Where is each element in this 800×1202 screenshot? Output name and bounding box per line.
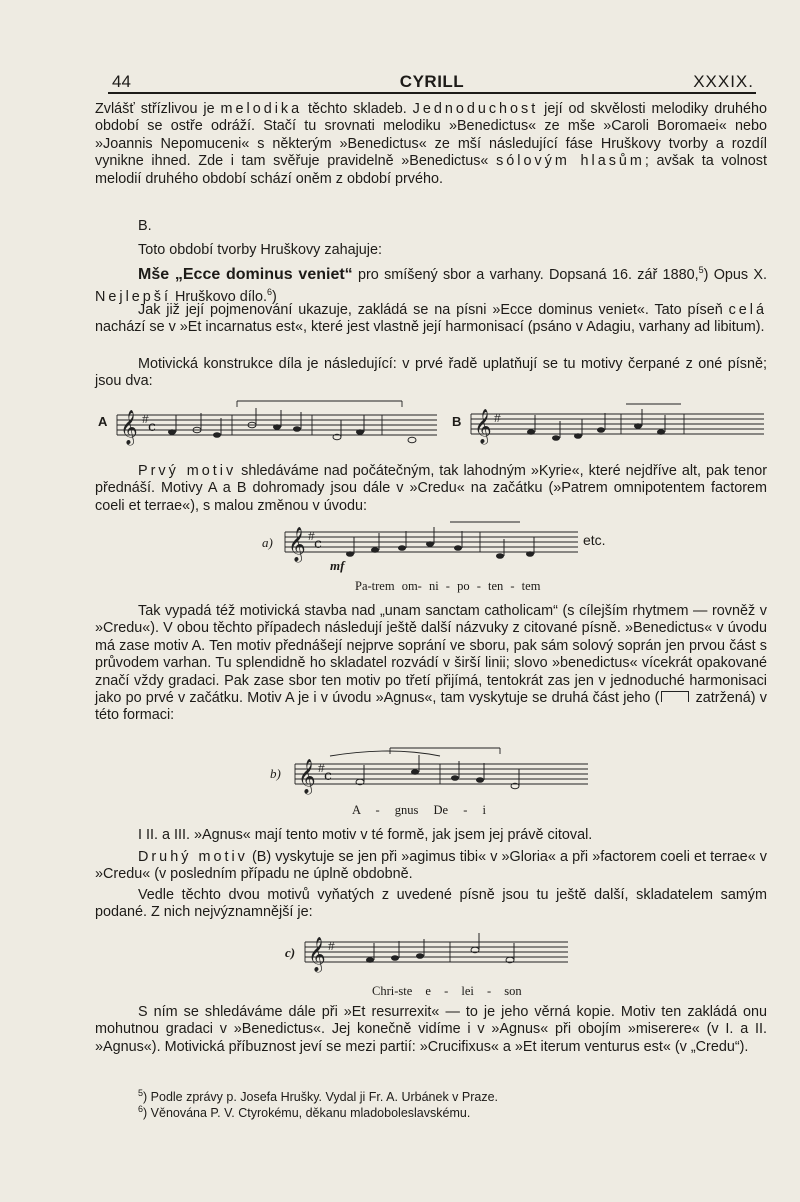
footnote-ref: 6 [266,287,272,298]
text: těchto skladeb. [302,101,413,117]
spaced-text: Prvý motiv [138,463,237,479]
mass-title: Mše „Ecce dominus veniet“ [138,265,353,283]
text: Hruškovo dílo. [171,289,267,305]
example-label-c-small: c) [285,945,296,960]
music-example-agnus [290,742,590,800]
svg-text:𝄞: 𝄞 [288,527,306,562]
svg-text:#: # [318,761,325,775]
svg-text:c: c [314,536,322,552]
footnote-6 [138,1102,470,1121]
text: nachází se v »Et incarnatus est«, které jest vlastně její harmonisací (psáno v Adagiu, varhany ad libitum). [95,319,765,336]
svg-text:𝄞: 𝄞 [308,937,326,972]
spaced-text: celá [728,302,767,318]
text: shledáváme nad počátečným, tak lahodným »Kyrie«, které nejdříve alt, pak tenor přednáší. Motivy A a B dohromady jsou dále v »Credu« na začátku (»Patrem omnipotentem factorem coeli et terrae«), s malou změnou v úvodu: [95,463,767,514]
mass-title-paragraph [95,262,767,306]
dynamic-mf: mf [330,558,345,573]
spaced-text: Jednoduchost [412,101,539,117]
section-heading: B. [138,218,152,234]
svg-text:#: # [308,529,315,543]
svg-text:c: c [324,768,332,784]
lyrics-agnus: A - gnus De - i [352,803,486,817]
music-example-patrem [280,518,580,576]
paragraph-agnus-motiv: I II. a III. »Agnus« mají tento motiv v té formě, jak jsem jej právě citoval. [138,827,593,843]
intro-line: Toto období tvorby Hruškovy zahajuje: [138,242,382,258]
text: (B) vyskytuje se jen při »agimus tibi« v »Gloria« a při »factorem coeli et terrae« v »Credu« (v posledním případu ne úplně obdobně. [95,849,767,883]
spaced-text: sólovým hlasům [496,153,645,170]
page-number: 44 [112,72,131,91]
footnote-ref: 5 [698,265,704,275]
text: pro smíšený sbor a varhany. Dopsaná 16. zář 1880, [352,266,699,283]
spaced-text: Nejlepší [95,289,171,305]
svg-text:c: c [148,419,156,435]
paragraph-motivicka: Motivická konstrukce díla je následující: v prvé řadě uplatňují se tu motivy čerpané z oné písně; jsou dva: [95,356,767,390]
running-title: CYRILL [399,72,465,91]
footnote-mark: 6 [138,1104,144,1114]
music-example-christe [300,928,570,980]
footnote-text: ) Podle zprávy p. Josefa Hrušky. Vydal ji Fr. A. Urbánek v Praze. [143,1090,499,1105]
etc-label: etc. [583,532,606,548]
footnote-text: ) Věnována P. V. Ctyrokému, děkanu mladoboleslavskému. [143,1106,471,1121]
text: ) [272,289,277,305]
page-header [108,70,756,94]
footnote-mark: 5 [138,1088,144,1098]
paragraph-unam-sanctam [95,603,767,725]
volume-number: XXXIX. [693,72,754,91]
paragraph-pojmenovani [95,302,767,337]
svg-text:#: # [142,412,149,426]
svg-text:#: # [328,939,335,953]
bracket-symbol [661,691,689,702]
text: její od skvělosti melodiky druhého období se ostře odráží. Stačí tu srovnati melodiku »Benedictus« ze mše »Caroli Boromaei« nebo »Joannis Nepomuceni« s některým »Benedictus« ze mší následující fáse Hruškovy tvorby a rozdíl vynikne ihned. Zde i tam svěřuje pravidelně »Benedictus« [95,101,768,170]
paragraph-melodika [95,101,767,188]
example-label-b-small: b) [270,766,281,781]
paragraph-druhy-motiv [95,849,767,884]
text: Zvlášť střízlivou je [95,101,221,117]
example-label-a-small: a) [262,535,273,550]
svg-text:𝄞: 𝄞 [298,759,316,794]
spaced-text: Druhý motiv [138,849,248,865]
lyrics-christe: Chri-ste e - lei - son [372,984,522,998]
text: zatržená) v této formaci: [95,690,767,724]
paragraph-resurrexit: S ním se shledáváme dále při »Et resurrexit« — to je jeho věrná kopie. Motiv ten zakládá onu mohutnou gradaci v »Benedictus«. Jej konečně vidíme i v »Agnus« při obojím »miserere« (v I. a II. »Agnus«). Motivická příbuznost jeví se mezi partií: »Crucifixus« a »Et iterum venturus est« (v „Credu“). [95,1004,767,1055]
text: Tak vypadá též motivická stavba nad „unam sanctam catholicam“ (s cílejším rhytmem — rovněž v »Credu«). V obou těchto případech následují ještě další názvuky z citované písně. »Benedictus« v úvodu má zase motiv A. Ten motiv přednášejí nejprve soprání ve sboru, pak sám solový soprán jen prvou část s průvodem varhan. Tu splendidně ho skladatel rozvádí v širší linii; slovo »benedictus« vícekrát opakované značí vždy gradaci. Pak zase sbor ten motiv po třetí přijímá, tentokrát zas jen v jednoduché harmonisaci jako po prvé v začátku. Motiv A je i v úvodu »Agnus«, tam vyskytuje se druhá část jeho ( [95,603,767,707]
paragraph-dalsi-motivy: Vedle těchto dvou motivů vyňatých z uvedené písně jsou tu ještě další, skladatelem samým podané. Z nich nejvýznamnější je: [95,887,767,921]
text: ; avšak ta volnost melodií druhého období schází oněm z období prvého. [95,153,767,187]
text: ) Opus X. [703,266,767,283]
svg-text:#: # [494,411,501,425]
music-example-b [466,400,766,450]
example-label-b: B [452,414,462,429]
music-example-a [112,395,442,457]
paragraph-prvy-motiv [95,463,767,515]
svg-text:𝄞: 𝄞 [474,409,492,444]
example-label-a: A [98,414,108,429]
text: Jak již její pojmenování ukazuje, zakládá se na písni »Ecce dominus veniet«. Tato píseň [138,302,729,318]
lyrics-patrem: Pa-trem om- ni - po - ten - tem [355,579,541,593]
spaced-text: melodika [220,101,303,117]
svg-text:𝄞: 𝄞 [120,410,138,445]
